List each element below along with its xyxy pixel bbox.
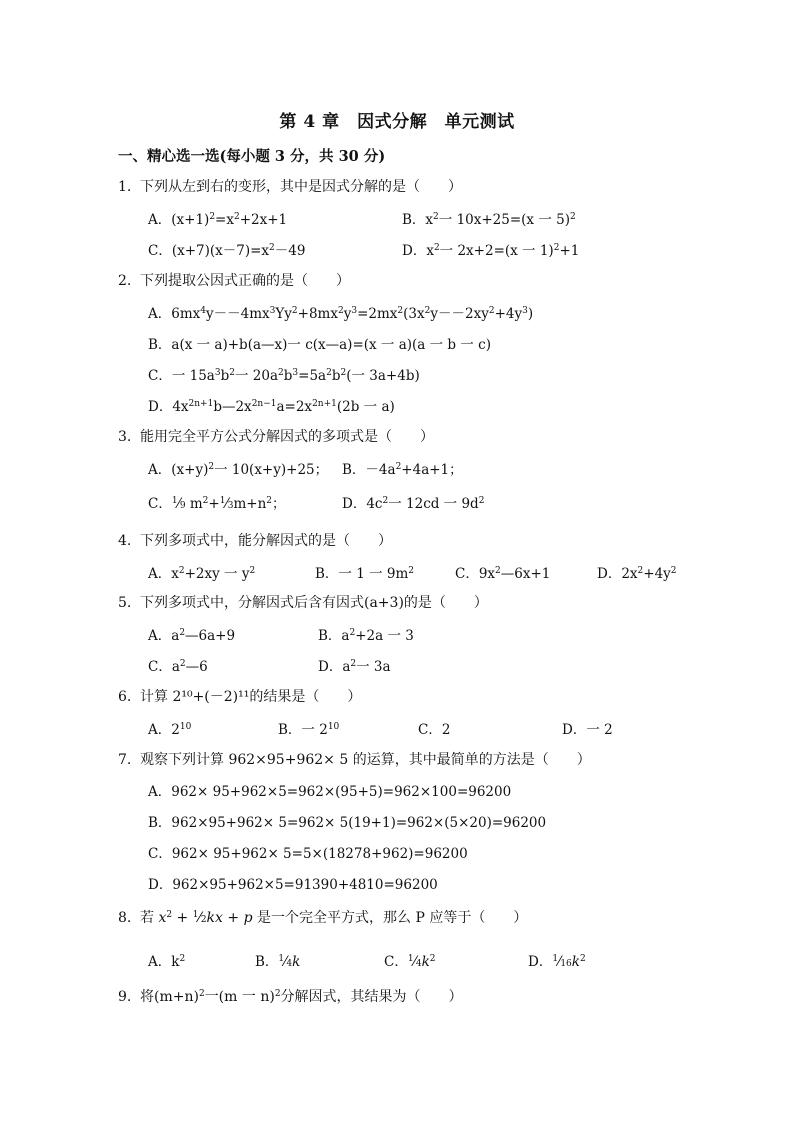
question-text: 观察下列计算 962×95+962× 5 的运算，其中最简单的方法是（ ）: [140, 752, 591, 768]
question-9: 9. 将$(m+n)^2$一(m 一 n)$^2$分解因式，其结果为（ ）: [118, 989, 463, 1005]
option-8d: D．$^1⁄16k^2$: [528, 954, 586, 970]
question-number: 5.: [118, 595, 132, 611]
option-8c: C．$^1⁄4k^2$: [384, 954, 436, 970]
section-heading: 一、精心选一选(每小题 3 分，共 30 分): [118, 148, 386, 165]
question-text: 下列多项式中，能分解因式的是（ ）: [140, 533, 392, 549]
option-2a: A．$6mx^4y--4mx^3Yy^2+8mx^2y^3=2mx^2(3x^2y--2xy^2+4y^3)$: [148, 306, 534, 322]
question-1: [118, 176, 462, 196]
option-3d: D．$4c^2$一 12cd 一 $9d^2$: [342, 496, 485, 512]
question-8: 8. 若 $x^2$ + $^1$⁄2kx + p 是一个完全平方式，那么 P 应等于（ ）: [118, 910, 528, 926]
question-number: 7.: [118, 752, 132, 768]
option-7a: A．962× 95+962×5=962×(95+5)=962×100=96200: [148, 784, 512, 800]
question-number: 8.: [118, 910, 132, 926]
question-2: [118, 270, 350, 290]
option-1d: D．$x^2$一 2x+2=(x 一 1)$^2$+1: [402, 243, 580, 259]
option-6b: B．一 $2^{10}$: [278, 722, 340, 738]
option-6a: A．$2^{10}$: [148, 722, 192, 738]
question-text: 下列从左到右的变形，其中是因式分解的是（ ）: [140, 179, 462, 195]
option-5b: B．$a^2+2a$ 一 3: [318, 628, 414, 644]
option-7d: D．962×95+962×5=91390+4810=96200: [148, 877, 438, 893]
option-7c: C．962× 95+962× 5=5×(18278+962)=96200: [148, 846, 468, 862]
option-1a: A．$(x+1)^2=x^2+2x+1$: [148, 212, 288, 228]
option-5c: C．$a^2—6$: [148, 659, 208, 675]
question-number: 1.: [118, 179, 132, 195]
option-8a: A．$k^2$: [148, 954, 186, 970]
question-7: [118, 749, 591, 769]
option-6d: D．一 2: [562, 722, 613, 738]
option-7b: B．962×95+962× 5=962× 5(19+1)=962×(5×20)=96200: [148, 815, 547, 831]
option-6c: C．2: [418, 722, 451, 738]
page-title: 第 4 章 因式分解 单元测试: [279, 112, 515, 132]
option-3a: A．$(x+y)^2$一 10(x+y)+25；: [148, 462, 329, 478]
option-5a: A．$a^2—6a+9$: [148, 628, 236, 644]
option-2c: C．一 $15a^3b^2$一 $20a^2b^3=5a^2b^2$(一 3a+4b): [148, 368, 420, 384]
question-text: 下列多项式中，分解因式后含有因式(a+3)的是（ ）: [140, 595, 488, 611]
option-4a: A．$x^2+2xy$ 一 $y^2$: [148, 566, 256, 582]
question-4: [118, 530, 392, 550]
option-4b: B．一 1 一 $9m^2$: [315, 566, 415, 582]
question-number: 6.: [118, 689, 132, 705]
option-4c: C．$9x^2—6x+1$: [455, 566, 551, 582]
question-5: [118, 592, 488, 612]
question-text: 下列提取公因式正确的是（ ）: [140, 273, 350, 289]
question-number: 3.: [118, 429, 132, 445]
question-6: [118, 686, 361, 706]
option-4d: D．$2x^2+4y^2$: [597, 566, 677, 582]
question-text: 计算 2¹⁰+(－2)¹¹的结果是（ ）: [140, 689, 362, 705]
question-number: 2.: [118, 273, 132, 289]
option-3c: C．$^1$⁄9 $m^2+^1⁄3m+n^2$；: [148, 496, 286, 512]
option-5d: D．$a^2$一 3a: [318, 659, 391, 675]
option-2b: B．a(x 一 a)+b(a—x)一 c(x—a)=(x 一 a)(a 一 b 一 c): [148, 337, 491, 353]
option-2d: D．$4x^{2n+1}b—2x^{2n-1}a=2x^{2n+1}(2b$ 一 a): [148, 399, 395, 415]
option-1b: B．$x^2$一 10x+25=(x 一 5)$^2$: [402, 212, 576, 228]
question-3: [118, 426, 434, 446]
question-number: 9.: [118, 989, 132, 1005]
question-text: 能用完全平方公式分解因式的多项式是（ ）: [140, 429, 434, 445]
option-1c: C．$(x+7)(x-7)=x^2-49$: [148, 243, 306, 259]
question-number: 4.: [118, 533, 132, 549]
option-8b: B．$^1$⁄4k: [255, 954, 301, 970]
option-3b: B．$-4a^2+4a+1$；: [342, 462, 463, 478]
